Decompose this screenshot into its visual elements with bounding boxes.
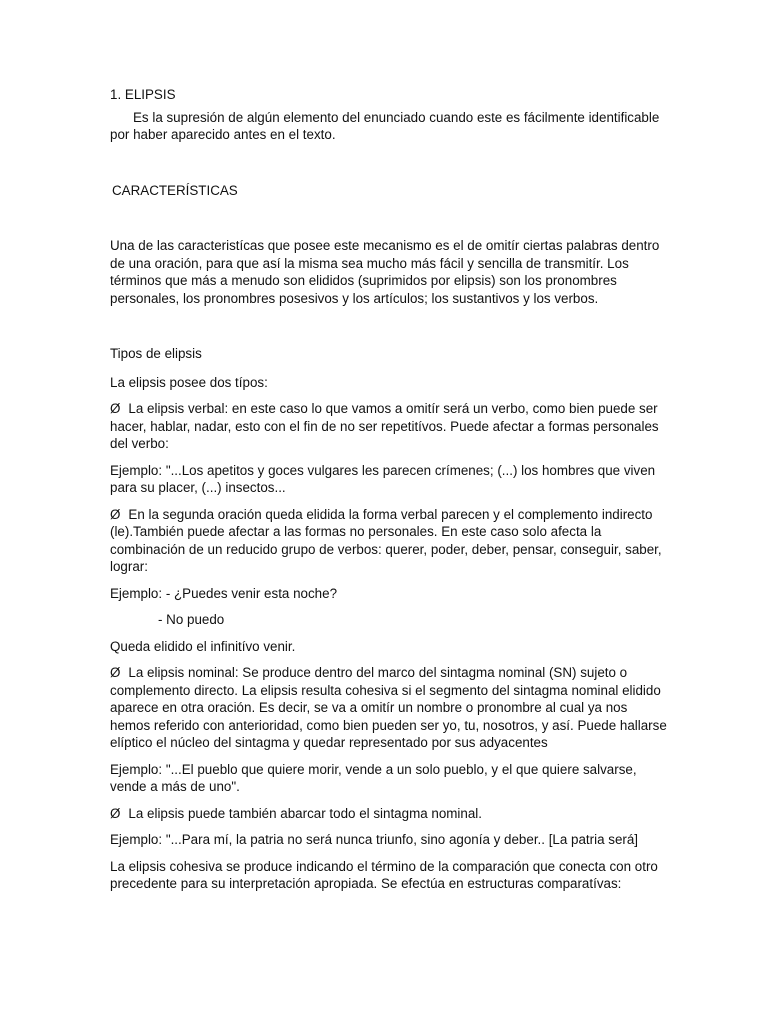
example-1: Ejemplo: "...Los apetitos y goces vulgares les parecen crímenes; (...) los hombres que viven para su placer, (...) insectos... (110, 462, 656, 495)
nominal-ellipsis-paragraph (110, 664, 668, 752)
verbal-ellipsis-text: La elipsis verbal: en este caso lo que vamos a omitír será un verbo, como bien puede ser hacer, hablar, nadar, esto con el fin de no ser repetitívos. Puede afectar a formas personales del verbo: (110, 401, 659, 451)
definition-paragraph: Es la supresión de algún elemento del enunciado cuando este es fácilmente identificable por haber aparecido antes en el texto. (110, 109, 660, 142)
bullet-symbol: Ø (110, 506, 121, 522)
characteristics-title: CARACTERÍSTICAS (112, 182, 238, 198)
example-4: Ejemplo: "...Para mí, la patria no será nunca triunfo, sino agonía y deber.. [La patria será] (110, 832, 639, 847)
second-sentence-paragraph (110, 506, 668, 576)
characteristics-paragraph: Una de las caracteristícas que posee este mecanismo es el de omitír ciertas palabras dentro de una oración, para que así la misma sea mucho más fácil y sencilla de transmitír. Los términos que más a menudo son elididos (suprimidos por elipsis) son los pronombres personales, los pronombres posesivos y los artículos; los sustantivos y los verbos. (110, 238, 660, 306)
bullet-symbol: Ø (110, 665, 121, 680)
example-3: Ejemplo: "...El pueblo que quiere morir, vende a un solo pueblo, y el que quiere salvarse, vende a más de uno". (110, 761, 637, 794)
elided-infinitive-note: Queda elidido el infinitívo venir. (110, 638, 296, 654)
types-intro: La elipsis posee dos típos: (110, 374, 268, 390)
whole-sn-paragraph (110, 805, 668, 823)
second-sentence-text: En la segunda oración queda elidida la forma verbal parecen y el complemento indirecto (le).También puede afectar a las formas no personales. En este caso solo afecta la combinación de un reducido grupo de verbos: querer, poder, deber, pensar, conseguir, saber, lograr: (110, 506, 662, 574)
verbal-ellipsis-paragraph (110, 400, 668, 453)
types-title: Tipos de elipsis (110, 346, 202, 361)
cohesive-ellipsis-paragraph: La elipsis cohesiva se produce indicando el término de la comparación que conecta con otro precedente para su interpretación apropiada. Se efectúa en estructuras comparatívas: (110, 858, 658, 891)
whole-sn-text: La elipsis puede también abarcar todo el sintagma nominal. (128, 805, 482, 821)
section-title: 1. ELIPSIS (110, 87, 176, 102)
example-2-reply: - No puedo (158, 612, 225, 627)
example-2: Ejemplo: - ¿Puedes venir esta noche? (110, 585, 338, 601)
nominal-ellipsis-text: La elipsis nominal: Se produce dentro del marco del sintagma nominal (SN) sujeto o complemento directo. La elipsis resulta cohesiva si el segmento del sintagma nominal elidido aparece en otra oración. Es decir, se va a omitír un nombre o pronombre al cual ya nos hemos referido con anterioridad, como bien pueden ser yo, tu, nosotros, y así. Puede hallarse elíptico el núcleo del sintagma y quedar representado por sus adyacentes (110, 665, 667, 750)
bullet-symbol: Ø (110, 401, 121, 416)
bullet-symbol: Ø (110, 805, 121, 821)
